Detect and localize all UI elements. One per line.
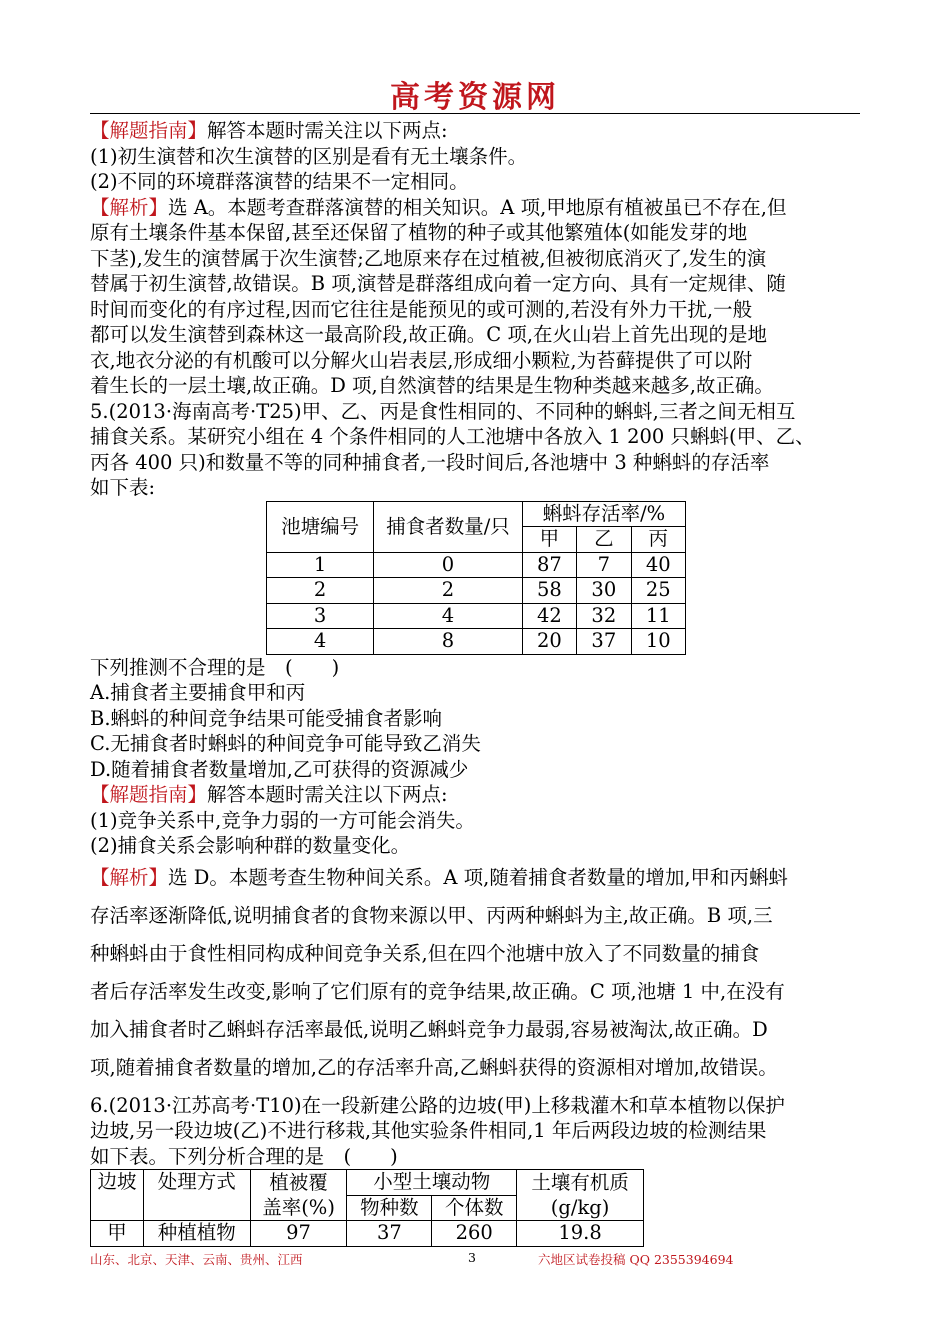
- table-row: [267, 629, 686, 655]
- table-cell: 32: [577, 603, 631, 629]
- subheader-yi: 乙: [577, 527, 631, 553]
- page-content: [90, 118, 870, 1247]
- table-header-row: [91, 1170, 644, 1196]
- q5-option: A.捕食者主要捕食甲和丙: [90, 681, 306, 704]
- header-soil-animals: 小型土壤动物: [347, 1170, 517, 1196]
- subheader-species: 物种数: [347, 1195, 432, 1221]
- header-survival: 蝌蚪存活率/%: [522, 501, 685, 527]
- table-cell: 7: [577, 552, 631, 578]
- table-cell: 87: [522, 552, 576, 578]
- table-cell: 37: [577, 629, 631, 655]
- q6-stem-line: 6.(2013·江苏高考·T10)在一段新建公路的边坡(甲)上移栽灌木和草本植物以保护: [90, 1093, 785, 1117]
- footer-regions: 山东、北京、天津、云南、贵州、江西: [90, 1252, 303, 1267]
- header-slope: 边坡: [91, 1170, 144, 1221]
- table-row: [91, 1221, 644, 1247]
- table-cell: 4: [267, 629, 374, 655]
- analysis-tag: 【解析】: [90, 865, 169, 889]
- q4-analysis-line: 原有土壤条件基本保留,甚至还保留了植物的种子或其他繁殖体(如能发芽的地: [90, 221, 748, 244]
- q4-analysis-line: 都可以发生演替到森林这一最高阶段,故正确。C 项,在火山岩上首先出现的是地: [90, 323, 768, 346]
- page-number: 3: [468, 1250, 476, 1265]
- q6-slope-table: [90, 1169, 644, 1247]
- header-organic-1: 土壤有机质: [517, 1170, 644, 1196]
- table-cell: 2: [374, 578, 523, 604]
- table-cell: 种植植物: [143, 1221, 250, 1247]
- q5-option: B.蝌蚪的种间竞争结果可能受捕食者影响: [90, 706, 443, 730]
- table-row: [267, 603, 686, 629]
- q4-analysis-line: 时间而变化的有序过程,因而它往往是能预见的或可测的,若没有外力干扰,一般: [90, 297, 753, 321]
- table-cell: 11: [631, 603, 685, 629]
- table-cell: 20: [522, 629, 576, 655]
- header-cover-2: 盖率(%): [250, 1195, 347, 1221]
- q5-guide-point: (2)捕食关系会影响种群的数量变化。: [90, 834, 411, 857]
- guide-tag: 【解题指南】: [90, 119, 208, 142]
- subheader-bing: 丙: [631, 527, 685, 553]
- q4-analysis-line: 着生长的一层土壤,故正确。D 项,自然演替的结果是生物种类越来越多,故正确。: [90, 374, 774, 397]
- table-cell: 42: [522, 603, 576, 629]
- footer-contact: 六地区试卷投稿 QQ 2355394694: [538, 1252, 734, 1267]
- subheader-jia: 甲: [522, 527, 576, 553]
- table-cell: 0: [374, 552, 523, 578]
- q5-option: C.无捕食者时蝌蚪的种间竞争可能导致乙消失: [90, 732, 481, 755]
- analysis-text: 选 A。本题考查群落演替的相关知识。A 项,甲地原有植被虽已不存在,但: [168, 195, 787, 219]
- subheader-individuals: 个体数: [432, 1195, 517, 1221]
- table-header-row: [267, 501, 686, 527]
- table-cell: 37: [347, 1221, 432, 1247]
- table-cell: 97: [250, 1221, 347, 1247]
- table-cell: 10: [631, 629, 685, 655]
- q5-analysis: [90, 859, 870, 1087]
- q5-analysis-line: 者后存活率发生改变,影响了它们原有的竞争结果,故正确。C 项,池塘 1 中,在没有: [90, 979, 785, 1003]
- header-method: 处理方式: [143, 1170, 250, 1221]
- table-cell: 甲: [91, 1221, 144, 1247]
- q5-analysis-line: 存活率逐渐降低,说明捕食者的食物来源以甲、丙两种蝌蚪为主,故正确。B 项,三: [90, 903, 773, 927]
- q5-guide-heading: [90, 782, 870, 808]
- table-cell: 8: [374, 629, 523, 655]
- q5-analysis-line: 项,随着捕食者数量的增加,乙的存活率升高,乙蝌蚪获得的资源相对增加,故错误。: [90, 1055, 778, 1079]
- header-cover-1: 植被覆: [250, 1170, 347, 1196]
- table-row: [267, 552, 686, 578]
- q6-stem-line: 如下表。下列分析合理的是 ( ): [90, 1144, 398, 1168]
- q4-guide-heading: [90, 118, 870, 144]
- q4-analysis-line: [90, 195, 870, 221]
- q5-guide-point: (1)竞争关系中,竞争力弱的一方可能会消失。: [90, 808, 475, 832]
- q5-analysis-line: 种蝌蚪由于食性相同构成种间竞争关系,但在四个池塘中放入了不同数量的捕食: [90, 941, 760, 965]
- guide-tag: 【解题指南】: [90, 783, 208, 806]
- header-predator: 捕食者数量/只: [374, 501, 523, 552]
- q5-survival-table: [266, 501, 686, 655]
- table-cell: 19.8: [517, 1221, 644, 1247]
- q4-guide-point: (2)不同的环境群落演替的结果不一定相同。: [90, 170, 469, 193]
- q5-analysis-line: 加入捕食者时乙蝌蚪存活率最低,说明乙蝌蚪竞争力最弱,容易被淘汰,故正确。D: [90, 1017, 768, 1041]
- q5-stem-line: 5.(2013·海南高考·T25)甲、乙、丙是食性相同的、不同种的蝌蚪,三者之间无相互: [90, 399, 796, 423]
- table-cell: 3: [267, 603, 374, 629]
- table-cell: 25: [631, 578, 685, 604]
- q5-option: D.随着捕食者数量增加,乙可获得的资源减少: [90, 757, 469, 781]
- table-cell: 1: [267, 552, 374, 578]
- q5-stem-line: 如下表:: [90, 476, 156, 499]
- q4-analysis-line: 下茎),发生的演替属于次生演替;乙地原来存在过植被,但被彻底消灭了,发生的演: [90, 246, 767, 270]
- table-row: [267, 578, 686, 604]
- header-organic-2: (g/kg): [517, 1195, 644, 1221]
- analysis-tag: 【解析】: [90, 195, 169, 219]
- q5-question: 下列推测不合理的是 ( ): [90, 655, 340, 679]
- table-cell: 260: [432, 1221, 517, 1247]
- table-cell: 4: [374, 603, 523, 629]
- table-cell: 58: [522, 578, 576, 604]
- q4-analysis-line: 衣,地衣分泌的有机酸可以分解火山岩表层,形成细小颗粒,为苔藓提供了可以附: [90, 348, 753, 372]
- analysis-text: 选 D。本题考查生物种间关系。A 项,随着捕食者数量的增加,甲和丙蝌蚪: [168, 865, 789, 889]
- table-cell: 40: [631, 552, 685, 578]
- table-cell: 30: [577, 578, 631, 604]
- header-divider: [90, 113, 860, 114]
- q5-stem-line: 丙各 400 只)和数量不等的同种捕食者,一段时间后,各池塘中 3 种蝌蚪的存活率: [90, 450, 770, 474]
- q5-analysis-line: [90, 859, 870, 897]
- q6-stem-line: 边坡,另一段边坡(乙)不进行移栽,其他实验条件相同,1 年后两段边坡的检测结果: [90, 1119, 767, 1142]
- q4-analysis-line: 替属于初生演替,故错误。B 项,演替是群落组成向着一定方向、具有一定规律、随: [90, 272, 786, 295]
- table-cell: 2: [267, 578, 374, 604]
- guide-intro: 解答本题时需关注以下两点:: [207, 783, 448, 806]
- guide-intro: 解答本题时需关注以下两点:: [207, 119, 448, 142]
- q5-stem-line: 捕食关系。某研究小组在 4 个条件相同的人工池塘中各放入 1 200 只蝌蚪(甲、乙、: [90, 425, 815, 448]
- site-logo: 高考资源网: [390, 80, 560, 115]
- q4-guide-point: (1)初生演替和次生演替的区别是看有无土壤条件。: [90, 144, 528, 168]
- header-pond: 池塘编号: [267, 501, 374, 552]
